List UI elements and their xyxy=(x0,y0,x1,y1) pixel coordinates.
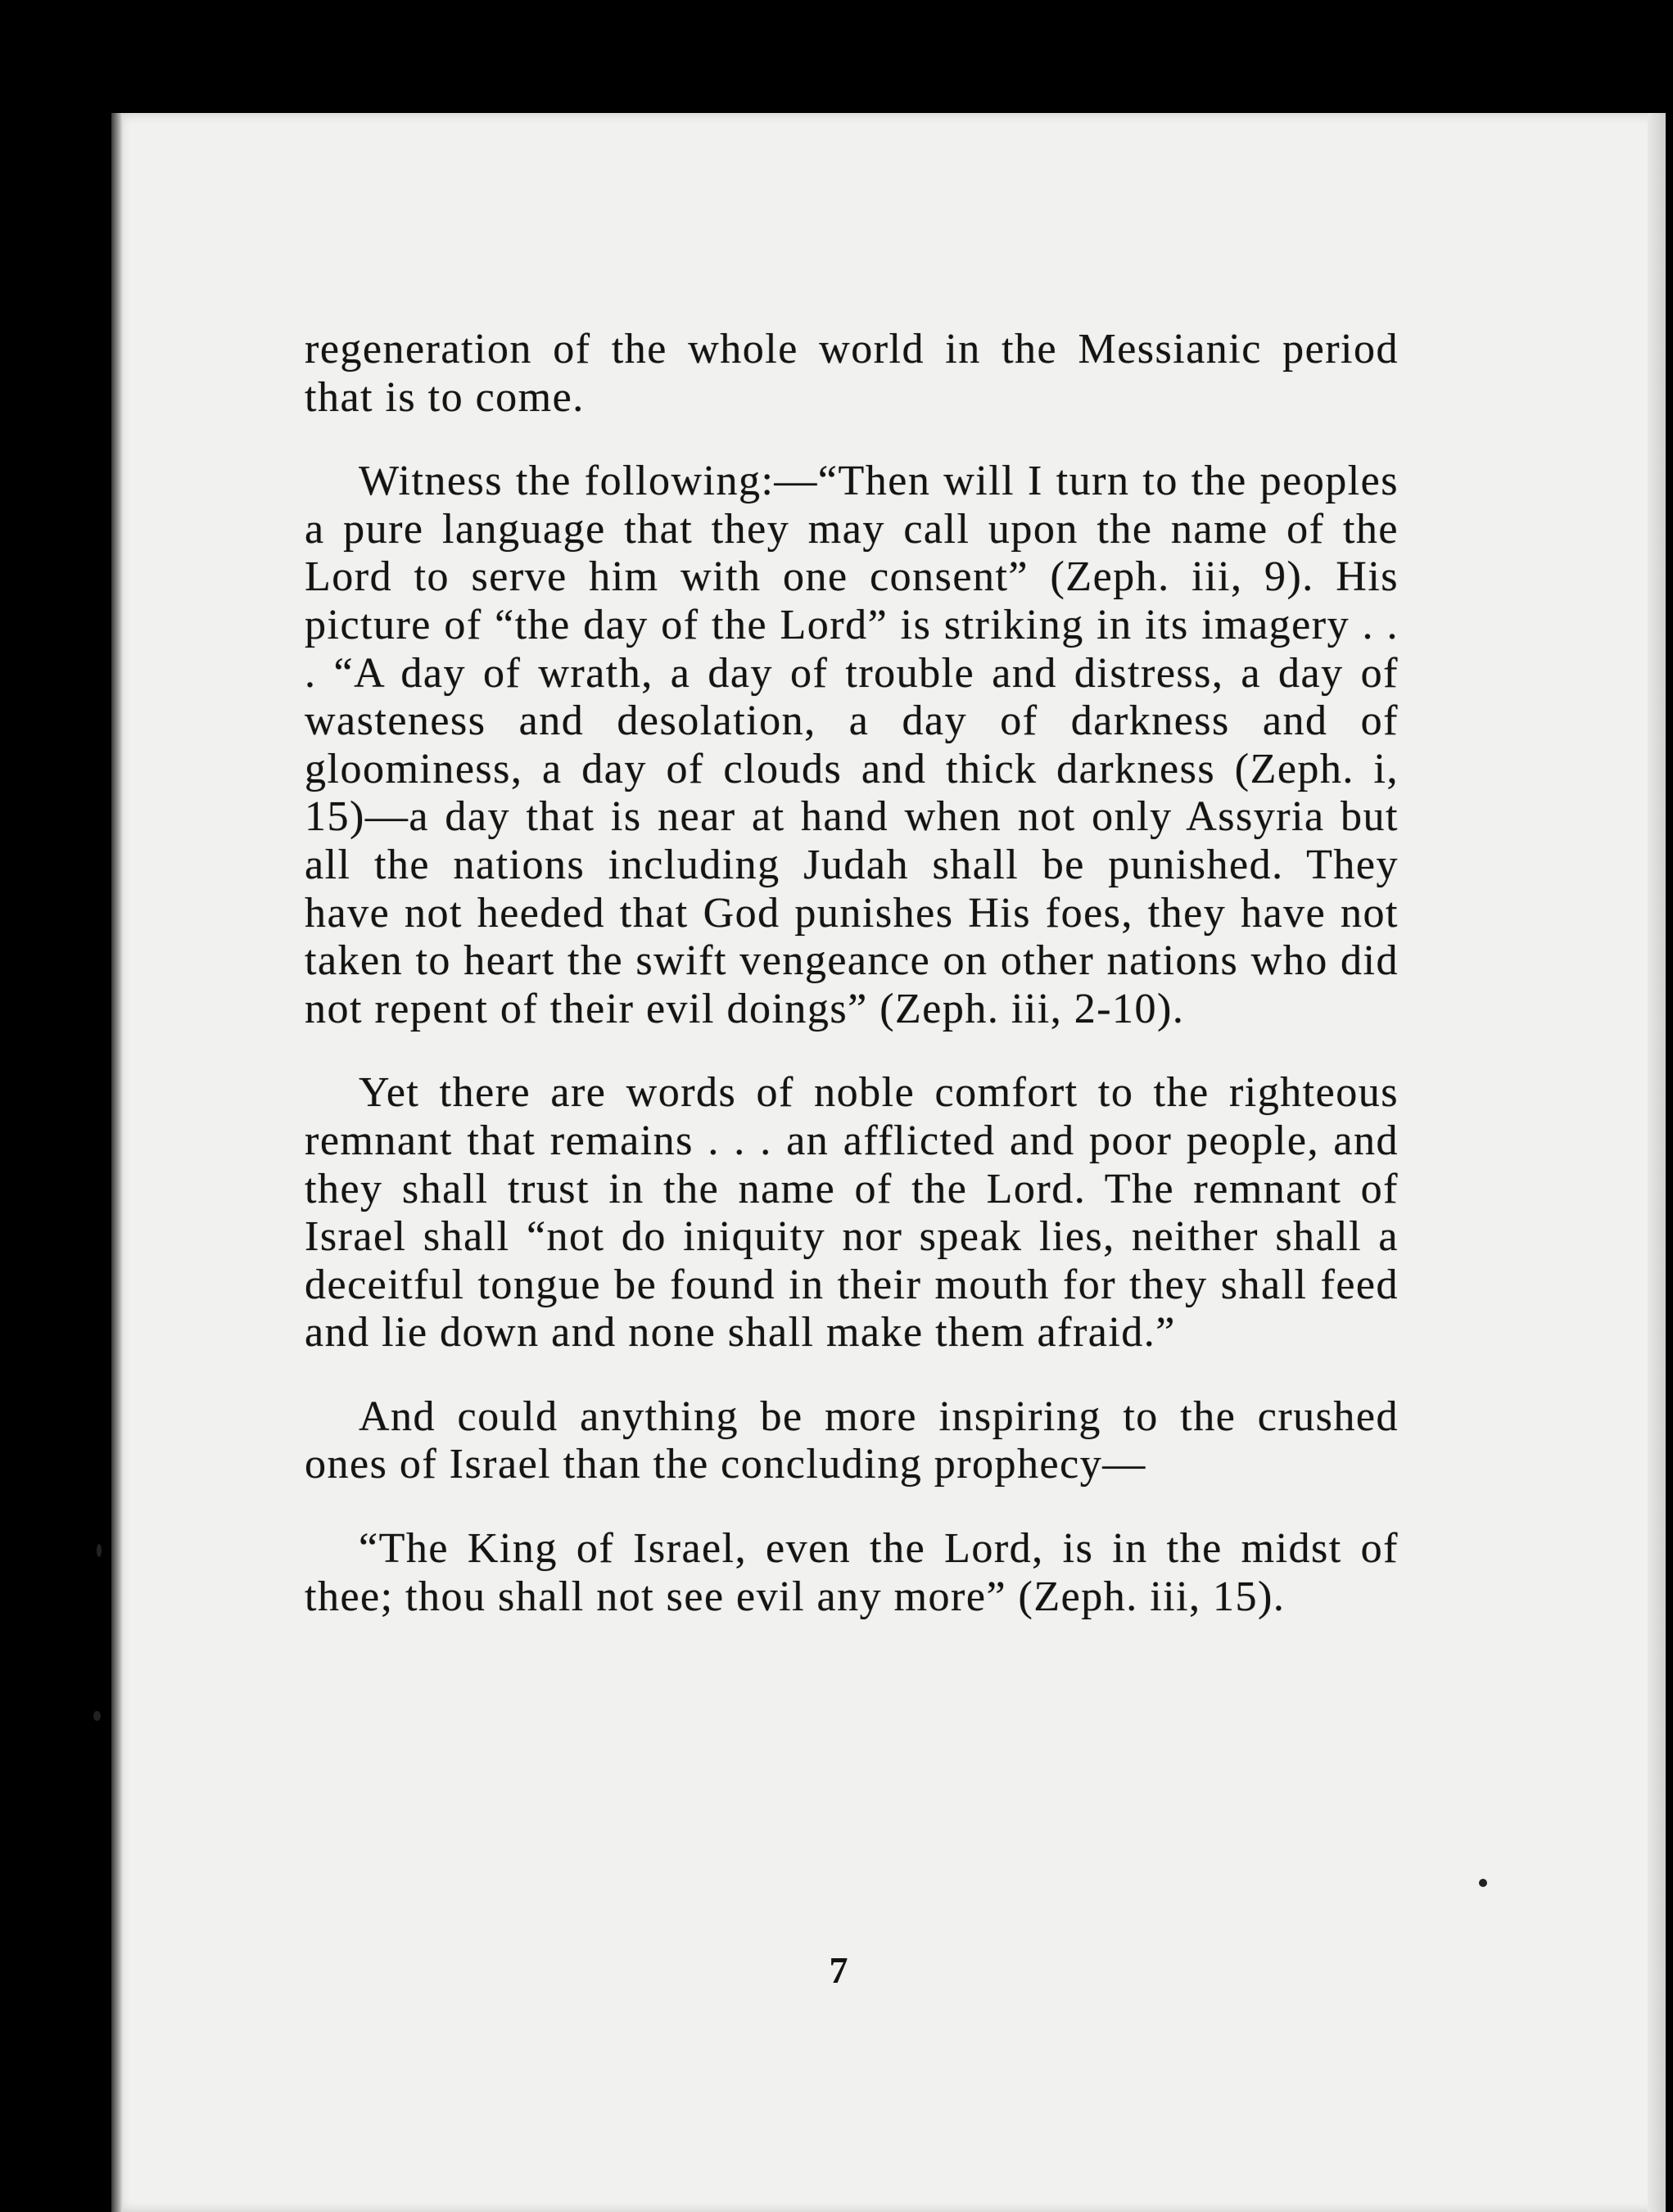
paragraph-5: “The King of Israel, even the Lord, is in the midst of thee; thou shall not see evil any more” (Zeph. iii, 15). xyxy=(305,1525,1399,1620)
scan-speck xyxy=(97,1544,102,1557)
paragraph-gap xyxy=(305,1033,1399,1069)
paragraph-gap xyxy=(305,1357,1399,1393)
page-gutter xyxy=(111,113,123,2212)
paragraph-3: Yet there are words of noble comfort to the righteous remnant that remains . . . an afflicted and poor people, and they shall trust in the name of the Lord. The remnant of Israel shall “not do iniquity nor speak lies, neither shall a deceitful tongue be found in their mouth for they shall feed and lie down and none shall make them afraid.” xyxy=(305,1069,1399,1357)
body-text xyxy=(305,326,1399,1621)
scan-speck xyxy=(93,1711,101,1721)
page-edge xyxy=(1648,113,1666,2212)
scan-speck xyxy=(1479,1879,1487,1887)
paragraph-gap xyxy=(305,422,1399,458)
paragraph-gap xyxy=(305,1489,1399,1525)
page-number: 7 xyxy=(829,1949,848,1991)
paragraph-1: regeneration of the whole world in the Messianic period that is to come. xyxy=(305,326,1399,421)
paragraph-4: And could anything be more inspiring to the crushed ones of Israel than the concluding prophecy— xyxy=(305,1393,1399,1488)
paragraph-2: Witness the following:—“Then will I turn to the peoples a pure language that they may call upon the name of the Lord to serve him with one consent” (Zeph. iii, 9). His picture of “the day of the Lord” is striking in its imagery . . . “A day of wrath, a day of trouble and distress, a day of wasteness and desolation, a day of darkness and of gloominess, a day of clouds and thick darkness (Zeph. i, 15)—a day that is near at hand when not only Assyria but all the nations including Judah shall be punished. They have not heeded that God punishes His foes, they have not taken to heart the swift vengeance on other nations who did not repent of their evil doings” (Zeph. iii, 2-10). xyxy=(305,458,1399,1032)
